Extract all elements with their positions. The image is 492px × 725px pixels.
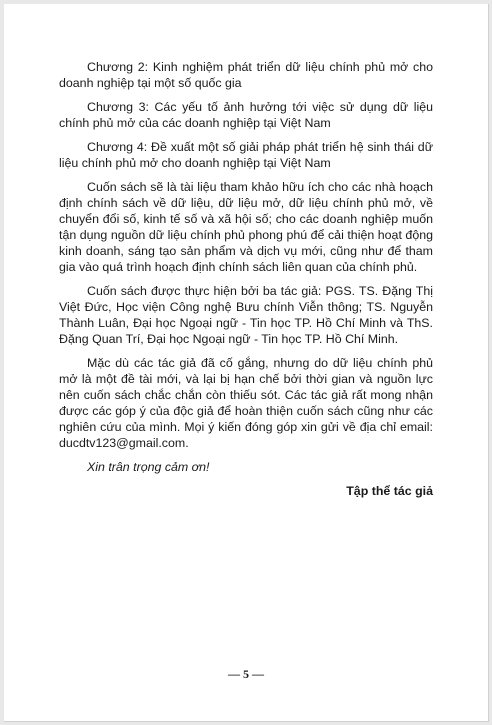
chapter-4-summary: Chương 4: Đề xuất một số giải pháp phát triển hệ sinh thái dữ liệu chính phủ mở cho doanh nghiệp tại Việt Nam bbox=[59, 140, 433, 170]
book-page bbox=[4, 4, 489, 722]
thanks-line: Xin trân trọng cảm ơn! bbox=[87, 460, 210, 474]
book-purpose-paragraph: Cuốn sách sẽ là tài liệu tham khảo hữu ích cho các nhà hoạch định chính sách về dữ liệu, dữ liệu mở, dữ liệu chính phủ mở, về chuyển đổi số, kinh tế số và xã hội số; cho các doanh nghiệp muốn tận dụng nguồn dữ liệu chính phủ phong phú để cải thiện hoạt động kinh doanh, sáng tạo sản phẩm và dịch vụ mới, cũng như để tham gia vào quá trình hoạch định chính sách liên quan của chính phủ. bbox=[59, 180, 433, 274]
page-body bbox=[59, 59, 433, 499]
chapter-2-summary: Chương 2: Kinh nghiệm phát triển dữ liệu chính phủ mở cho doanh nghiệp tại một số quốc gia bbox=[59, 60, 433, 90]
page-number: — 5 — bbox=[228, 667, 264, 681]
feedback-paragraph: Mặc dù các tác giả đã cố gắng, nhưng do dữ liệu chính phủ mở là một đề tài mới, và lại bị hạn chế bởi thời gian và nguồn lực nên cuốn sách chắc chắn còn thiếu sót. Các tác giả rất mong nhận được các góp ý của độc giả để hoàn thiện cuốn sách cũng như các nghiên cứu của mình. Mọi ý kiến đóng góp xin gửi về địa chỉ email: ducdtv123@gmail.com. bbox=[59, 356, 433, 450]
signature: Tập thể tác giả bbox=[346, 484, 433, 498]
authors-paragraph: Cuốn sách được thực hiện bởi ba tác giả: PGS. TS. Đặng Thị Việt Đức, Học viện Công nghệ Bưu chính Viễn thông; TS. Nguyễn Thành Luân, Đại học Ngoại ngữ - Tin học TP. Hồ Chí Minh và ThS. Đặng Quan Trí, Đại học Ngoại ngữ - Tin học TP. Hồ Chí Minh. bbox=[59, 284, 433, 346]
chapter-3-summary: Chương 3: Các yếu tố ảnh hưởng tới việc sử dụng dữ liệu chính phủ mở của các doanh nghiệp tại Việt Nam bbox=[59, 100, 433, 130]
